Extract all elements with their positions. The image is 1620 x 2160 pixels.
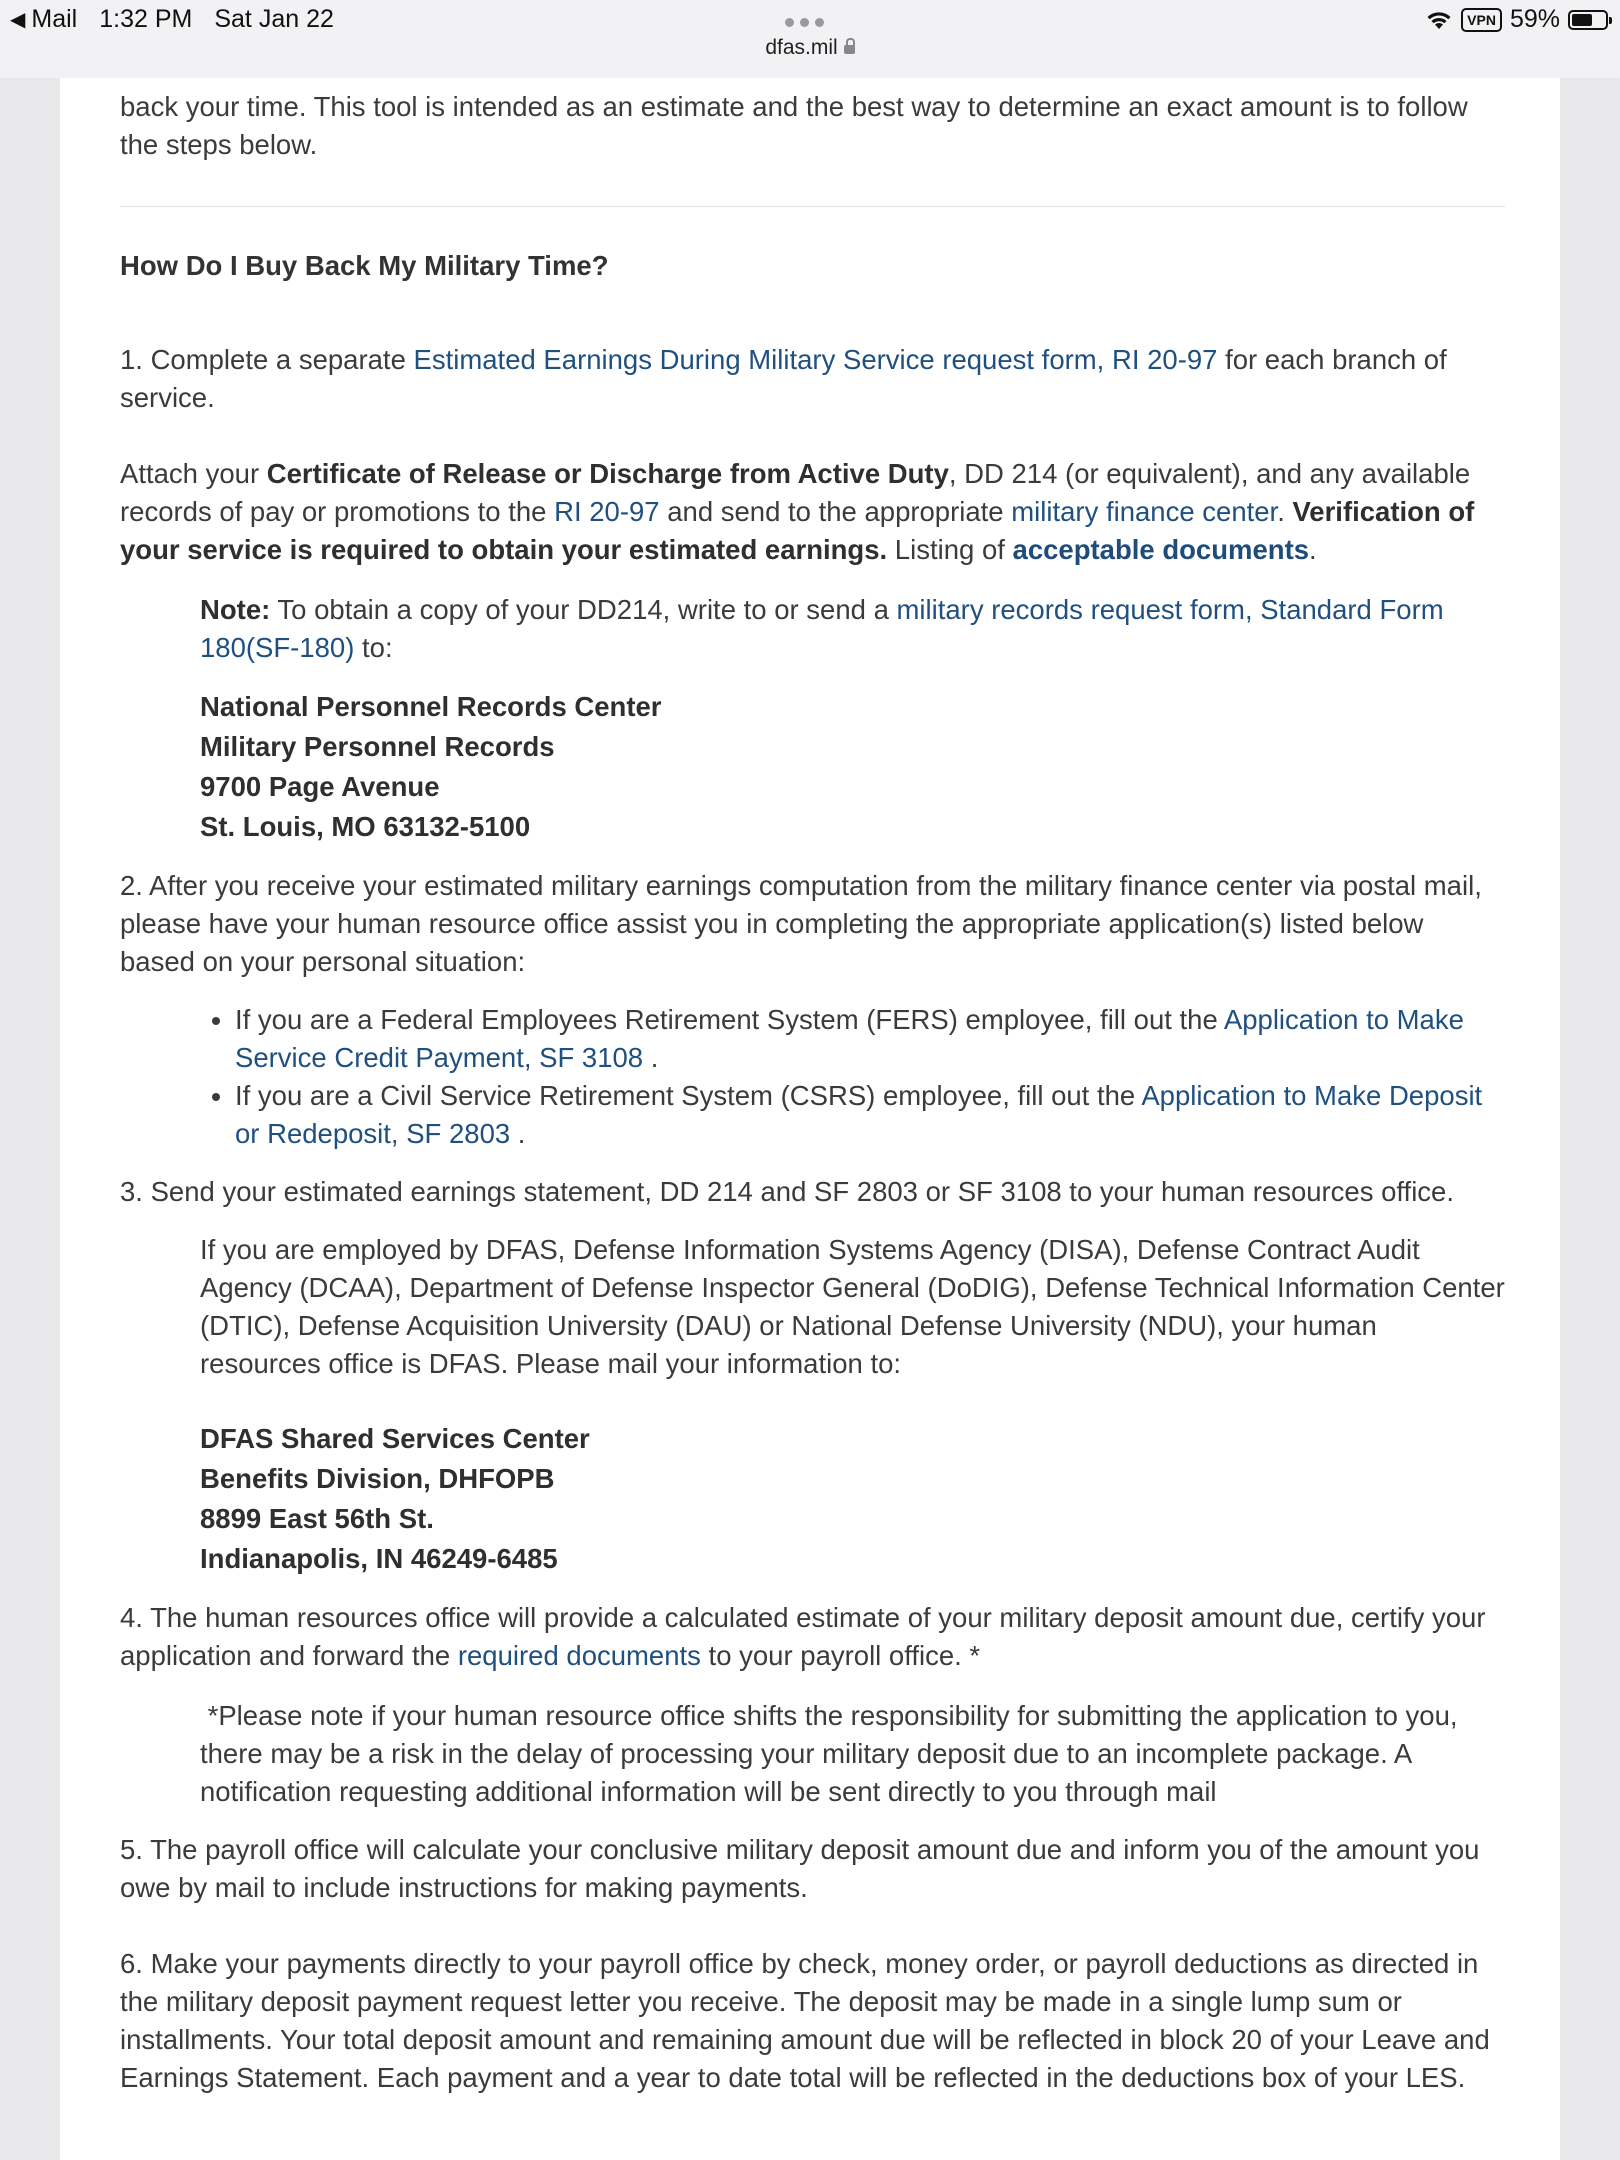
lock-icon (844, 45, 855, 54)
step-4 (120, 1599, 1505, 1675)
address-line: 8899 East 56th St. (200, 1503, 434, 1534)
wifi-icon (1425, 9, 1453, 31)
date: Sat Jan 22 (214, 5, 334, 33)
verification-required-text: Verification of your service is required to obtain your estimated earnings. (120, 496, 1475, 565)
battery-icon (1568, 10, 1608, 30)
back-to-app-label[interactable]: Mail (31, 5, 78, 33)
multitasking-dots-icon[interactable] (785, 18, 824, 27)
clock: 1:32 PM (99, 5, 193, 33)
note-suffix: to: (354, 632, 393, 663)
section-heading: How Do I Buy Back My Military Time? (120, 250, 609, 281)
attach-text-6: . (1309, 534, 1317, 565)
address-line: National Personnel Records Center (200, 691, 662, 722)
step-1 (120, 341, 1505, 417)
list-item (235, 1077, 1505, 1153)
ri-20-97-link[interactable]: RI 20-97 (554, 496, 660, 527)
list-item (235, 1001, 1505, 1077)
step-3-detail: If you are employed by DFAS, Defense Information Systems Agency (DISA), Defense Contract Audit Agency (DCAA), Department of Defense Inspector General (DoDIG), Defense Technical Information Center (DTIC), Defense Acquisition University (DAU) or National Defense University (NDU), your human resources office is DFAS. Please mail your information to: (200, 1234, 1505, 1379)
sf-180-link[interactable]: military records request form, Standard Form 180(SF-180) (200, 594, 1444, 663)
intro-paragraph: back your time. This tool is intended as an estimate and the best way to determine an exact amount is to follow the steps below. (120, 91, 1468, 160)
address-line: Indianapolis, IN 46249-6485 (200, 1543, 558, 1574)
step-5: 5. The payroll office will calculate your conclusive military deposit amount due and inform you of the amount you owe by mail to include instructions for making payments. (120, 1834, 1480, 1903)
sf-2803-link[interactable]: Application to Make Deposit or Redeposit, SF 2803 (235, 1080, 1483, 1149)
status-left (10, 5, 334, 34)
url-text: dfas.mil (765, 36, 838, 59)
back-arrow-icon[interactable]: ◀ (10, 9, 26, 31)
address-dfas (200, 1419, 1505, 1579)
list-item-suffix: . (510, 1118, 526, 1149)
step-1-suffix: for each branch of service. (120, 344, 1447, 413)
status-bar (0, 0, 1620, 78)
step-4-suffix: to your payroll office. * (700, 1640, 981, 1671)
ri-20-97-form-link[interactable]: Estimated Earnings During Military Service request form, RI 20-97 (413, 344, 1218, 375)
attach-text-2: , DD 214 (or equivalent), and any available records of pay or promotions to the (120, 458, 1471, 527)
section-divider (120, 206, 1505, 207)
page-content-card (60, 0, 1560, 2160)
dd214-title: Certificate of Release or Discharge from Active Duty (266, 458, 949, 489)
attach-text-3: and send to the appropriate (659, 496, 1012, 527)
application-list (120, 1001, 1505, 1153)
address-line: Benefits Division, DHFOPB (200, 1463, 555, 1494)
address-line: St. Louis, MO 63132-5100 (200, 811, 531, 842)
address-line: Military Personnel Records (200, 731, 555, 762)
list-item-suffix: . (643, 1042, 659, 1073)
note-paragraph (200, 591, 1505, 667)
vpn-badge: VPN (1461, 8, 1502, 32)
attach-paragraph (120, 455, 1505, 569)
required-documents-link[interactable]: required documents (457, 1640, 701, 1671)
address-line: DFAS Shared Services Center (200, 1423, 590, 1454)
military-finance-center-link[interactable]: military finance center (1011, 496, 1278, 527)
step-6: 6. Make your payments directly to your payroll office by check, money order, or payroll deductions as directed in the military deposit payment request letter you receive. The deposit may be made in a single lump sum or installments. Your total deposit amount and remaining amount due will be reflected in block 20 of your Leave and Earnings Statement. Each payment and a year to date total will be reflected in the deductions box of your LES. (120, 1948, 1490, 2093)
step-1-text: 1. Complete a separate (120, 344, 414, 375)
acceptable-documents-link[interactable]: acceptable documents (1012, 534, 1310, 565)
status-right (1425, 5, 1608, 34)
note-text: To obtain a copy of your DD214, write to or send a (270, 594, 897, 625)
address-bar[interactable] (0, 36, 1620, 60)
note-label: Note: (200, 594, 271, 625)
address-line: 9700 Page Avenue (200, 771, 440, 802)
step-4-note: *Please note if your human resource office shifts the responsibility for submitting the application to you, there may be a risk in the delay of processing your military deposit due to an incomplete package. A notification requesting additional information will be sent directly to you through mail (200, 1700, 1466, 1807)
attach-text-5: Listing of (887, 534, 1013, 565)
attach-text-4: . (1277, 496, 1293, 527)
step-3: 3. Send your estimated earnings statement, DD 214 and SF 2803 or SF 3108 to your human resources office. (120, 1176, 1454, 1207)
article-body (120, 88, 1505, 2097)
list-item-text: If you are a Federal Employees Retirement System (FERS) employee, fill out the (235, 1004, 1224, 1035)
list-item-text: If you are a Civil Service Retirement System (CSRS) employee, fill out the (235, 1080, 1142, 1111)
sf-3108-link[interactable]: Application to Make Service Credit Payment, SF 3108 (235, 1004, 1464, 1073)
attach-text-1: Attach your (120, 458, 267, 489)
battery-percent: 59% (1509, 5, 1560, 33)
address-nprc (200, 687, 1505, 847)
step-4-text: 4. The human resources office will provide a calculated estimate of your military deposit amount due, certify your application and forward the (120, 1602, 1486, 1671)
step-2: 2. After you receive your estimated military earnings computation from the military finance center via postal mail, please have your human resource office assist you in completing the appropriate application(s) listed below based on your personal situation: (120, 870, 1482, 977)
